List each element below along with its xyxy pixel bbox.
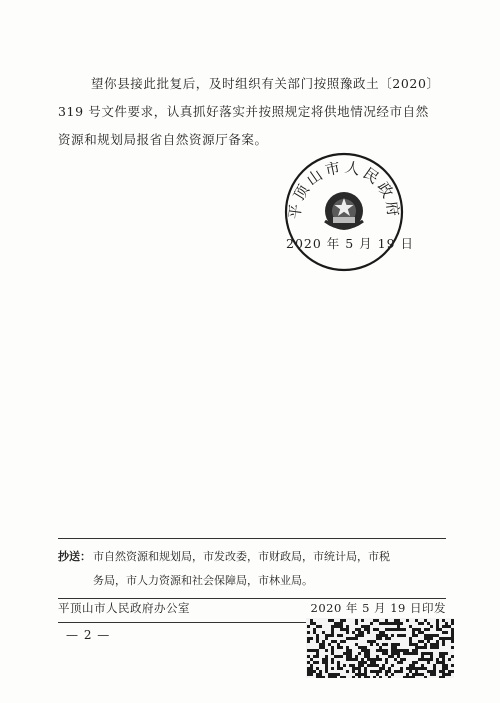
footer-row — [58, 600, 446, 616]
cc-items-line-2: 务局，市人力资源和社会保障局，市林业局。 — [93, 574, 313, 587]
body-line-3: 资源和规划局报省自然资源厅备案。 — [58, 132, 268, 147]
issuing-office: 平顶山市人民政府办公室 — [58, 601, 190, 615]
page-number: — 2 — — [66, 628, 111, 642]
seal-text: 平顶山市人民政府 — [285, 158, 403, 221]
body-text — [58, 70, 450, 154]
cc-block — [58, 538, 446, 599]
official-seal — [283, 151, 405, 273]
barcode-image — [306, 618, 454, 678]
cc-label: 抄送： — [58, 550, 91, 563]
body-line-1: 望你县接此批复后，及时组织有关部门按照豫政土〔2020〕 — [91, 76, 440, 91]
national-emblem-icon — [325, 192, 363, 230]
print-date: 2020 年 5 月 19 日印发 — [310, 601, 446, 615]
signature-date: 2020 年 5 月 19 日 — [286, 236, 415, 251]
body-line-2: 319 号文件要求，认真抓好落实并按照规定将供地情况经市自然 — [58, 104, 429, 119]
cc-items-line-1: 市自然资源和规划局，市发改委，市财政局，市统计局，市税 — [93, 550, 390, 563]
